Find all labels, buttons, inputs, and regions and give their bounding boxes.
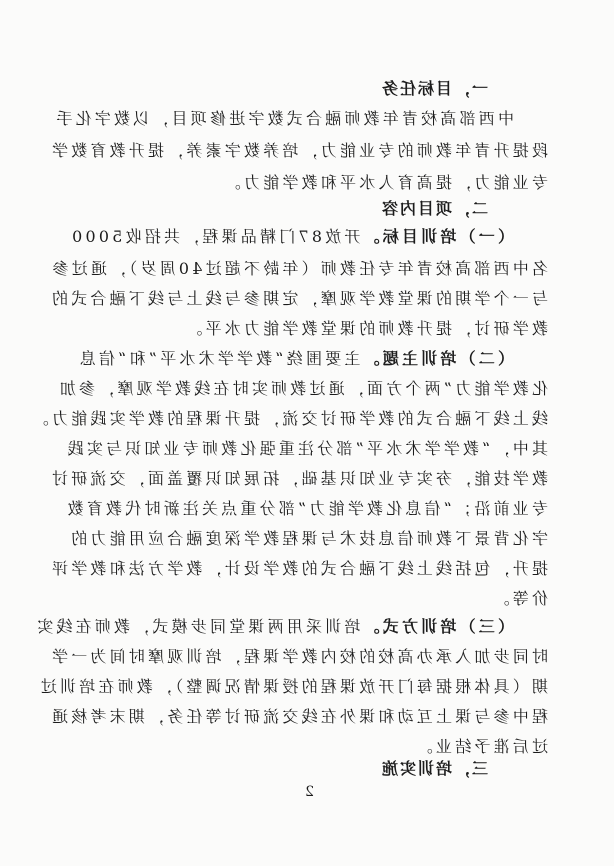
text-line: 线上线下融合式的教学研讨交流，提升课程的教学实践能力。 [29,409,548,428]
text-line: 过后准予结业。 [413,737,548,756]
text-line: 专业前沿；“信息化教学能力”部分重点关注新时代教育数 [64,499,548,518]
text-line: 名中西部高校青年专任教师（年龄不超过40周岁），通过参 [49,259,548,278]
text-line-with-lead [34,616,514,638]
text-line: 教学技能，夯实专业知识基础，拓展知识覆盖面，交流研讨 [48,469,548,488]
text-line: 与一个学期的课堂教学观摩，定期参与线上与线下融合式的 [48,289,548,308]
text-line: 教学研讨，提升教师的课堂教学能力水平。 [183,319,548,338]
text-span: 培训采用两课堂同步模式，教师在线实 [33,617,361,636]
text-line: 期（具体根据每门开放课程的授课情况调整），教师在培训过 [37,677,548,696]
text-span: 主要围绕“教学学术水平”和“信息 [76,349,361,368]
section-title-content: 二，项目内容 [379,199,488,218]
text-line-with-lead [77,348,514,370]
text-line: 中西部高校青年教师融合式数字进修项目，以数字化手 [53,109,514,128]
text-line: 化教学能力”两个方面，通过教师实时在线教学观摩，参加 [56,379,548,398]
text-line: 时同步加入承办高校的校内教学课程，培训观摩时间为一学 [48,647,548,666]
text-line-with-lead [69,226,514,248]
text-line: 提升，包括线上线下融合式的教学设计，教学方法和教学评 [48,559,548,578]
section-title-goals: 一，目标任务 [379,79,488,98]
text-line: 段提升青年教师的专业能力，培养数字素养，提升教育数学 [48,141,548,160]
text-line: 价等。 [490,589,548,608]
text-line: 程中参与课上互动和课外在线交流研讨等任务，期末考核通 [48,707,548,726]
subheading: （三）培训方式。 [360,617,514,636]
subheading: （一）培训目标。 [360,227,514,246]
text-line: 字化背景下教师信息技术与课程教学深度融合应用能力的 [67,529,548,548]
text-line: 其中，“教学学术水平”部分注重强化教师专业知识与实践 [64,439,548,458]
text-span: 开放87门精品课程，共招收5000 [68,227,361,246]
text-line: 专业能力，提高育人水平和教学能力。 [221,173,548,192]
subheading: （二）培训主题。 [360,349,514,368]
section-title-implementation: 三，培训实施 [379,759,488,778]
page-number: 2 [305,784,314,800]
